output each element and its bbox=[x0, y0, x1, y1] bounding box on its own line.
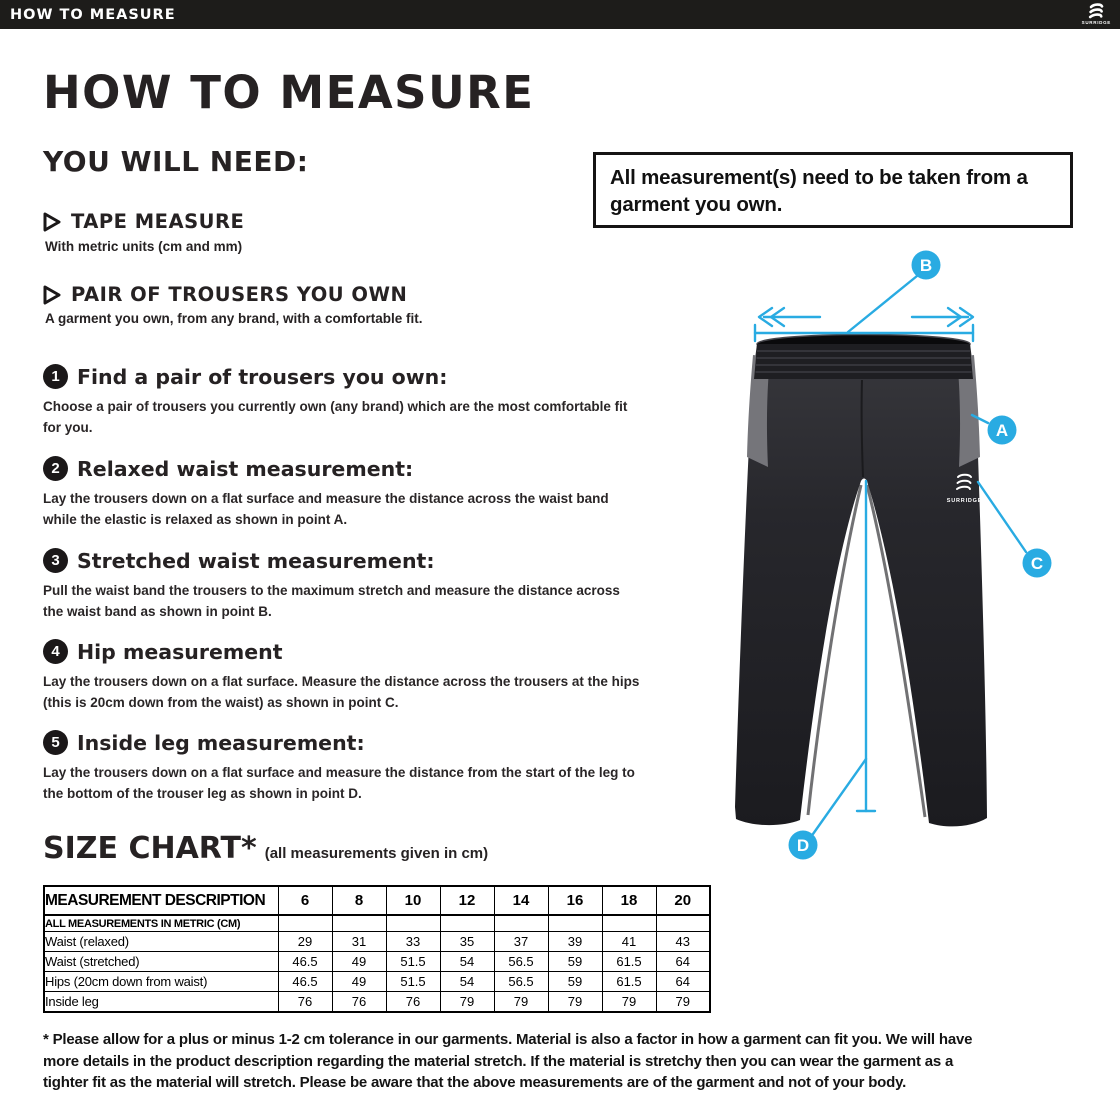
measure-point-a bbox=[988, 416, 1017, 445]
trousers-illustration bbox=[735, 335, 987, 827]
size-chart-heading-row bbox=[43, 831, 488, 866]
size-cell: 61.5 bbox=[602, 952, 656, 972]
size-cell: 31 bbox=[332, 932, 386, 952]
metric-note-cell: ALL MEASUREMENTS IN METRIC (CM) bbox=[44, 915, 278, 932]
measure-point-d bbox=[789, 831, 818, 860]
size-cell: 54 bbox=[440, 972, 494, 992]
need-item-tape-measure bbox=[42, 210, 244, 233]
row-label: Waist (stretched) bbox=[44, 952, 278, 972]
point-label-a: A bbox=[995, 421, 1009, 440]
step-body: Lay the trousers down on a flat surface and measure the distance from the start of the leg to the bottom of the trouser leg as shown in point D. bbox=[43, 765, 635, 801]
size-cell: 76 bbox=[386, 992, 440, 1013]
step-title: Relaxed waist measurement: bbox=[77, 456, 414, 481]
column-header: 8 bbox=[332, 886, 386, 915]
size-cell: 59 bbox=[548, 972, 602, 992]
size-cell: 29 bbox=[278, 932, 332, 952]
size-cell: 79 bbox=[602, 992, 656, 1013]
step-title: Inside leg measurement: bbox=[77, 730, 365, 755]
point-label-c: C bbox=[1030, 554, 1044, 573]
need-item-label: TAPE MEASURE bbox=[71, 210, 245, 233]
need-item-trousers bbox=[42, 283, 407, 306]
size-cell: 76 bbox=[332, 992, 386, 1013]
surridge-s-icon bbox=[1085, 3, 1107, 20]
size-cell: 64 bbox=[656, 972, 710, 992]
row-label: Hips (20cm down from waist) bbox=[44, 972, 278, 992]
column-header: 18 bbox=[602, 886, 656, 915]
point-label-d: D bbox=[796, 836, 810, 855]
table-row bbox=[44, 992, 710, 1013]
step-number-badge: 5 bbox=[43, 730, 68, 755]
note-box: All measurement(s) need to be taken from a garment you own. bbox=[593, 152, 1073, 228]
column-header: 16 bbox=[548, 886, 602, 915]
size-cell: 76 bbox=[278, 992, 332, 1013]
size-chart-table bbox=[43, 885, 711, 1013]
you-will-need-heading: YOU WILL NEED: bbox=[43, 145, 309, 178]
measure-point-c bbox=[1023, 549, 1052, 578]
size-cell: 79 bbox=[440, 992, 494, 1013]
size-chart-title: SIZE CHART* bbox=[43, 831, 257, 866]
need-item-detail: A garment you own, from any brand, with a comfortable fit. bbox=[45, 311, 423, 326]
column-header: MEASUREMENT DESCRIPTION bbox=[44, 886, 278, 915]
size-cell: 43 bbox=[656, 932, 710, 952]
brand-wordmark: SURRIDGE bbox=[1081, 20, 1111, 26]
play-triangle-icon bbox=[42, 211, 62, 233]
size-cell: 56.5 bbox=[494, 952, 548, 972]
column-header: 14 bbox=[494, 886, 548, 915]
size-cell: 51.5 bbox=[386, 972, 440, 992]
need-item-label: PAIR OF TROUSERS YOU OWN bbox=[71, 283, 408, 306]
table-header-row bbox=[44, 886, 710, 915]
size-cell: 79 bbox=[548, 992, 602, 1013]
size-cell: 54 bbox=[440, 952, 494, 972]
column-header: 6 bbox=[278, 886, 332, 915]
step-body: Pull the waist band the trousers to the maximum stretch and measure the distance across the waist band as shown in point B. bbox=[43, 583, 620, 619]
play-triangle-icon bbox=[42, 284, 62, 306]
measure-point-b bbox=[912, 251, 941, 280]
size-cell: 46.5 bbox=[278, 952, 332, 972]
size-cell: 49 bbox=[332, 952, 386, 972]
size-cell: 35 bbox=[440, 932, 494, 952]
size-cell: 56.5 bbox=[494, 972, 548, 992]
step-4 bbox=[43, 639, 643, 713]
size-cell: 79 bbox=[494, 992, 548, 1013]
size-cell: 49 bbox=[332, 972, 386, 992]
header-bar bbox=[0, 0, 1120, 29]
size-cell: 33 bbox=[386, 932, 440, 952]
footnote-line: * Please allow for a plus or minus 1-2 cm tolerance in our garments. Material is also a factor in how a garment can fit you. We will have bbox=[43, 1031, 973, 1048]
size-cell: 64 bbox=[656, 952, 710, 972]
row-label: Waist (relaxed) bbox=[44, 932, 278, 952]
trousers-diagram-svg bbox=[720, 245, 1120, 905]
column-header: 10 bbox=[386, 886, 440, 915]
step-5 bbox=[43, 730, 643, 804]
size-cell: 41 bbox=[602, 932, 656, 952]
size-chart-subtitle: (all measurements given in cm) bbox=[264, 845, 489, 862]
step-1 bbox=[43, 364, 643, 438]
step-body: Lay the trousers down on a flat surface. Measure the distance across the trousers at the hips (this is 20cm down from the waist) as shown in point C. bbox=[43, 674, 640, 710]
brand-logo bbox=[1082, 3, 1120, 26]
column-header: 20 bbox=[656, 886, 710, 915]
step-body: Choose a pair of trousers you currently own (any brand) which are the most comfortable fit for you. bbox=[43, 399, 628, 435]
size-cell: 51.5 bbox=[386, 952, 440, 972]
step-title: Stretched waist measurement: bbox=[77, 548, 435, 573]
metric-note-row bbox=[44, 915, 710, 932]
step-number-badge: 2 bbox=[43, 456, 68, 481]
footnote-line: more details in the product description regarding the material stretch. If the material is stretchy then you can wear the garment as a bbox=[43, 1052, 954, 1070]
footnote bbox=[43, 1029, 1083, 1094]
size-cell: 37 bbox=[494, 932, 548, 952]
measurement-diagram bbox=[720, 245, 1120, 905]
step-2 bbox=[43, 456, 643, 530]
size-cell: 46.5 bbox=[278, 972, 332, 992]
footnote-line: tighter fit as the material will stretch. Please be aware that the above measurements are of the garment and not of your body. bbox=[43, 1074, 907, 1091]
table-row bbox=[44, 932, 710, 952]
size-cell: 39 bbox=[548, 932, 602, 952]
header-title: HOW TO MEASURE bbox=[10, 6, 176, 23]
row-label: Inside leg bbox=[44, 992, 278, 1013]
step-title: Find a pair of trousers you own: bbox=[77, 364, 448, 389]
step-number-badge: 4 bbox=[43, 639, 68, 664]
table-row bbox=[44, 972, 710, 992]
step-body: Lay the trousers down on a flat surface and measure the distance across the waist band while the elastic is relaxed as shown in point A. bbox=[43, 491, 609, 527]
size-cell: 61.5 bbox=[602, 972, 656, 992]
step-number-badge: 1 bbox=[43, 364, 68, 389]
page-title: HOW TO MEASURE bbox=[43, 66, 535, 119]
size-cell: 59 bbox=[548, 952, 602, 972]
need-item-detail: With metric units (cm and mm) bbox=[45, 239, 243, 254]
table-row bbox=[44, 952, 710, 972]
step-number-badge: 3 bbox=[43, 548, 68, 573]
column-header: 12 bbox=[440, 886, 494, 915]
garment-logo-text: SURRIDGE bbox=[946, 498, 983, 504]
point-label-b: B bbox=[919, 256, 933, 275]
step-title: Hip measurement bbox=[77, 639, 283, 664]
step-3 bbox=[43, 548, 643, 622]
size-cell: 79 bbox=[656, 992, 710, 1013]
waistband bbox=[754, 344, 973, 379]
